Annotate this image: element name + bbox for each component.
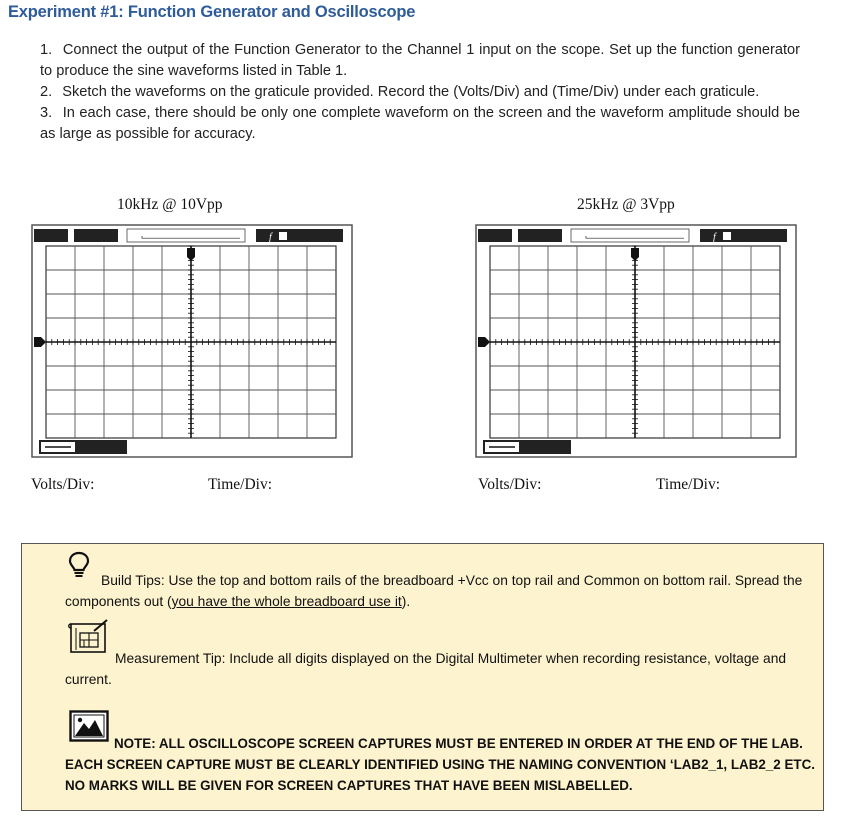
step-2: 2. Sketch the waveforms on the graticule provided. Record the (Volts/Div) and (Time/Div) under each graticule. [40,84,760,100]
scope-top-wave-area [571,229,689,242]
step-3: 3. In each case, there should be only one complete waveform on the screen and the waveform amplitude should be as large as possible for accuracy. [40,105,800,142]
scope-2-time-div-label: Time/Div: [656,476,721,493]
scope-graticule-2 [475,224,797,458]
scope-1-caption: 10kHz @ 10Vpp [117,196,223,213]
trigger-indicator [723,232,731,240]
scope-2-volts-div-label: Volts/Div: [478,476,542,493]
graticule-svg [475,224,797,458]
trigger-indicator [279,232,287,240]
scope-2-caption: 25kHz @ 3Vpp [577,196,675,213]
tips-box [21,543,824,811]
instructions-list [40,40,800,145]
measurement-tip: Measurement Tip: Include all digits displayed on the Digital Multimeter when recording resistance, voltage and current. [65,651,787,687]
page-title: Experiment #1: Function Generator and Oscilloscope [8,3,416,21]
build-tip: Build Tips: Use the top and bottom rails of the breadboard +Vcc on top rail and Common on bottom rail. Spread the components out (you have the whole breadboard use it). [65,573,803,609]
scope-graticule-1 [31,224,353,458]
trigger-icon: f [713,232,716,243]
step-1: 1. Connect the output of the Function Generator to the Channel 1 input on the scope. Set up the function generator to produce the sine waveforms listed in Table 1. [40,42,800,79]
screen-capture-note: NOTE: ALL OSCILLOSCOPE SCREEN CAPTURES MUST BE ENTERED IN ORDER AT THE END OF THE LAB. EACH SCREEN CAPTURE MUST BE CLEARLY IDENTIFIED USING THE NAMING CONVENTION ‘LAB2_1, LAB2_2 ETC. NO MARKS WILL BE GIVEN FOR SCREEN CAPTURES THAT HAVE BEEN MISLABELLED. [65,736,815,793]
build-tip-emphasis: you have the whole breadboard use it [171,594,402,609]
scope-top-segment [478,229,512,242]
scope-1-volts-div-label: Volts/Div: [31,476,95,493]
scope-top-segment [74,229,118,242]
scope-top-wave-area [127,229,245,242]
scope-top-segment [518,229,562,242]
trigger-icon: f [269,232,272,243]
scope-top-segment [34,229,68,242]
graticule-svg [31,224,353,458]
scope-1-time-div-label: Time/Div: [208,476,273,493]
